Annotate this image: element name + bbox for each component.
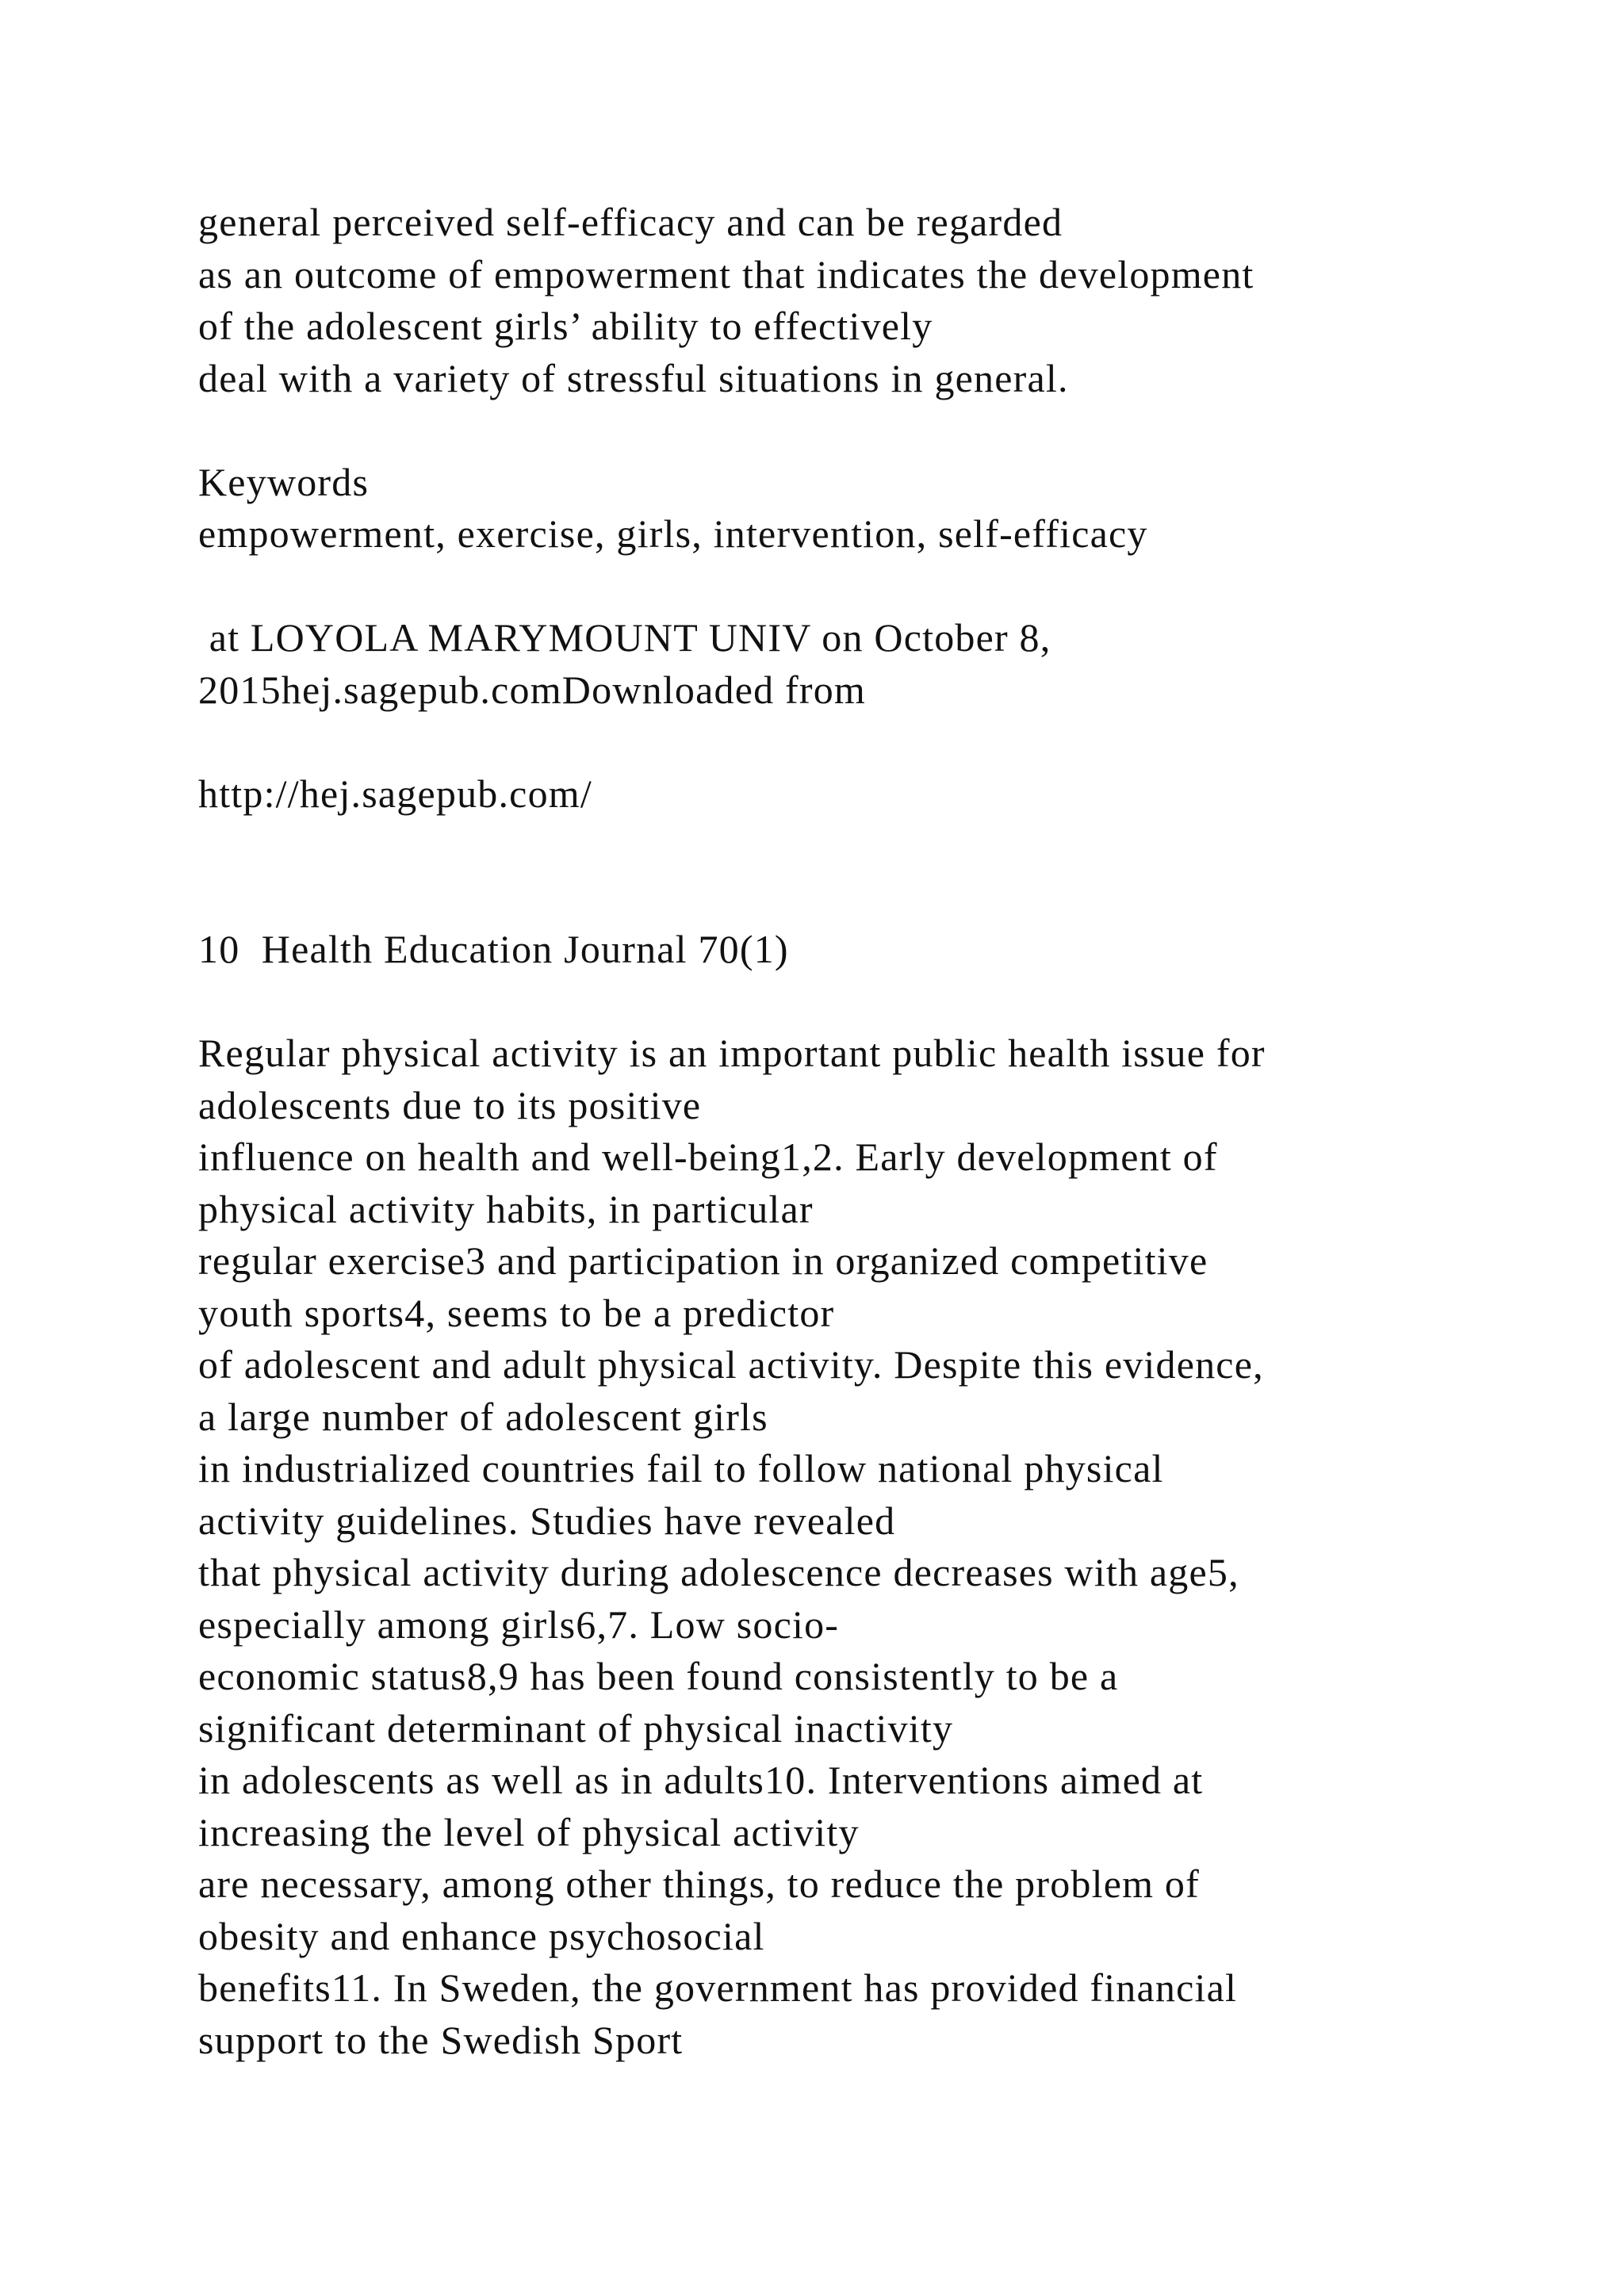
body-line: increasing the level of physical activity <box>198 1809 860 1854</box>
body-line: influence on health and well-being1,2. Early development of <box>198 1135 1218 1179</box>
keywords-list: empowerment, exercise, girls, intervention, self-efficacy <box>198 511 1148 556</box>
body-line: of adolescent and adult physical activity. Despite this evidence, <box>198 1342 1264 1387</box>
body-line: youth sports4, seems to be a predictor <box>198 1290 835 1335</box>
body-line: obesity and enhance psychosocial <box>198 1913 765 1958</box>
body-line: benefits11. In Sweden, the government has provided financial <box>198 1965 1238 2010</box>
body-line: physical activity habits, in particular <box>198 1186 814 1231</box>
body-line: are necessary, among other things, to reduce the problem of <box>198 1862 1200 1906</box>
keywords-heading: Keywords <box>198 459 370 504</box>
body-line: in industrialized countries fail to follow national physical <box>198 1446 1164 1490</box>
body-line: especially among girls6,7. Low socio- <box>198 1601 840 1647</box>
body-line: in adolescents as well as in adults10. Interventions aimed at <box>198 1758 1204 1802</box>
abstract-line: of the adolescent girls’ ability to effectively <box>198 304 933 348</box>
spacer <box>198 872 1546 924</box>
download-notice-line: at LOYOLA MARYMOUNT UNIV on October 8, <box>198 615 1051 660</box>
body-line: support to the Swedish Sport <box>198 2017 684 2062</box>
body-line: regular exercise3 and participation in organized competitive <box>198 1238 1208 1283</box>
spacer <box>198 561 1546 613</box>
document-text <box>198 197 1546 2066</box>
body-line: that physical activity during adolescence decreases with age5, <box>198 1550 1239 1594</box>
body-line: adolescents due to its positive <box>198 1082 702 1127</box>
body-line: Regular physical activity is an important public health issue for <box>198 1031 1266 1075</box>
abstract-line: deal with a variety of stressful situations in general. <box>198 355 1069 400</box>
spacer <box>198 976 1546 1028</box>
running-header: 10 Health Education Journal 70(1) <box>198 927 789 971</box>
spacer <box>198 404 1546 457</box>
body-line: economic status8,9 has been found consistently to be a <box>198 1654 1119 1698</box>
abstract-line: general perceived self-efficacy and can be regarded <box>198 200 1063 244</box>
download-notice-line: 2015hej.sagepub.comDownloaded from <box>198 667 866 712</box>
body-line: activity guidelines. Studies have revealed <box>198 1498 896 1543</box>
body-line: significant determinant of physical inactivity <box>198 1705 954 1751</box>
body-line: a large number of adolescent girls <box>198 1394 768 1439</box>
abstract-line: as an outcome of empowerment that indicates the development <box>198 251 1254 297</box>
spacer <box>198 820 1546 872</box>
spacer <box>198 716 1546 768</box>
source-url: http://hej.sagepub.com/ <box>198 771 592 816</box>
